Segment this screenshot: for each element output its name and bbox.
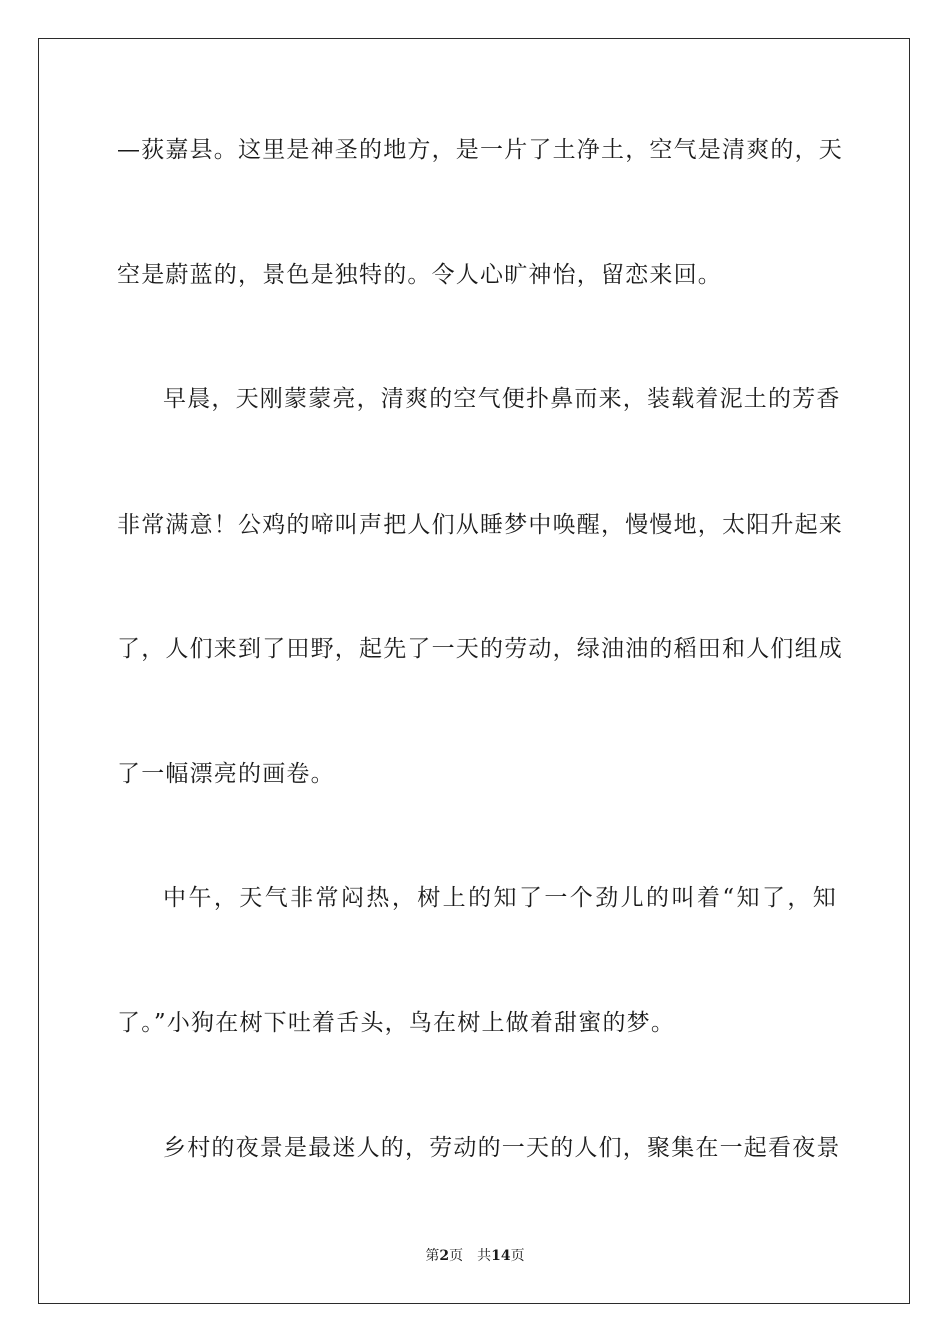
page-number: 2 (439, 1248, 450, 1264)
text-line: —荻嘉县。这里是神圣的地方，是一片了土净土，空气是清爽的，天 (117, 137, 843, 163)
text-line: 了。”小狗在树下吐着舌头，鸟在树上做着甜蜜的梦。 (117, 1010, 676, 1036)
page-footer (0, 1247, 950, 1265)
page-border (38, 38, 910, 1304)
text-line: 了，人们来到了田野，起先了一天的劳动，绿油油的稻田和人们组成 (117, 636, 843, 662)
paragraph-start-line: 乡村的夜景是最迷人的，劳动的一天的人们，聚集在一起看夜景 (163, 1135, 841, 1161)
total-prefix: 共 (477, 1248, 492, 1264)
page-suffix: 页 (449, 1248, 464, 1264)
text-line: 非常满意！公鸡的啼叫声把人们从睡梦中唤醒，慢慢地，太阳升起来 (117, 512, 843, 538)
page-prefix: 第 (425, 1248, 440, 1264)
total-suffix: 页 (510, 1248, 525, 1264)
paragraph-start-line: 早晨，天刚蒙蒙亮，清爽的空气便扑鼻而来，装载着泥土的芳香 (163, 386, 841, 412)
text-line: 了一幅漂亮的画卷。 (117, 761, 335, 787)
total-pages: 14 (491, 1248, 511, 1264)
text-line: 空是蔚蓝的，景色是独特的。令人心旷神怡，留恋来回。 (117, 262, 722, 288)
paragraph-start-line: 中午，天气非常闷热，树上的知了一个劲儿的叫着“知了，知 (163, 885, 837, 911)
